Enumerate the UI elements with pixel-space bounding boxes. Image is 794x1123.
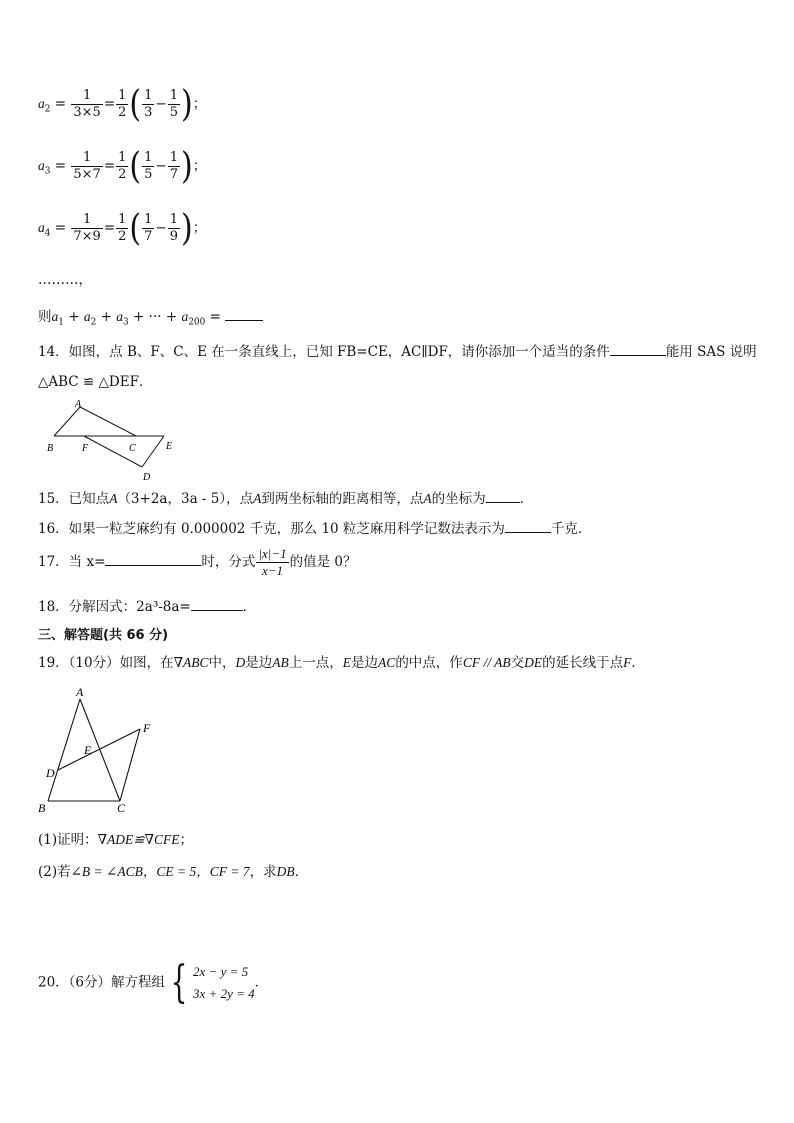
- segment-AB: [48, 699, 80, 801]
- sum-line: 则$a_1 + a_2 + a_3$ + ··· + $a_{200}$ =: [38, 306, 263, 333]
- label-D: D: [46, 766, 55, 780]
- label-A: A: [75, 399, 82, 410]
- fraction: $\frac{|x|-1}{x-1}$: [258, 546, 287, 578]
- fraction: $\frac{1}{3\times 5}$: [73, 88, 101, 120]
- label-A: A: [76, 685, 84, 699]
- q19-figure: [32, 683, 162, 819]
- segment-AB: [54, 407, 80, 436]
- label-D: D: [143, 472, 151, 483]
- segment-CF: [120, 729, 140, 801]
- q17-line: 17．当 x= 时，分式 $\frac{|x|-1}{x-1}$ 的值是 0？: [38, 546, 357, 578]
- segment-AC: [80, 407, 136, 436]
- answer-blank[interactable]: [105, 551, 201, 566]
- answer-blank[interactable]: [486, 488, 520, 503]
- q16-line: 16．如果一粒芝麻约有 0.000002 千克，那么 10 粒芝麻用科学记数法表示为 千克．: [38, 518, 591, 539]
- answer-blank[interactable]: [225, 306, 263, 321]
- label-F: F: [143, 721, 151, 735]
- equation-system: 2x − y = 5 3x + 2y = 4: [193, 963, 255, 1001]
- answer-blank[interactable]: [191, 596, 243, 611]
- label-F: F: [82, 443, 89, 454]
- seq-line-a2: $a_2$ = $\frac{1}{3\times 5}$ = $\frac{1}{2}$ ( $\frac{1}{3}$ − $\frac{1}{5}$ )；: [38, 82, 207, 125]
- answer-blank[interactable]: [610, 341, 666, 356]
- seq-line-a4: $a_4$ = $\frac{1}{7\times 9}$ = $\frac{1}{2}$ ( $\frac{1}{7}$ − $\frac{1}{9}$ )；: [38, 206, 207, 249]
- brace: {: [170, 956, 188, 1008]
- seq-line-a3: $a_3$ = $\frac{1}{5\times 7}$ = $\frac{1}{2}$ ( $\frac{1}{5}$ − $\frac{1}{7}$ )；: [38, 144, 207, 187]
- q14-line1: 14．如图，点 B、F、C、E 在一条直线上，已知 FB=CE，AC∥DF，请你添加一个适当的条件 能用 SAS 说明: [38, 341, 757, 362]
- q14-figure: [44, 398, 184, 484]
- label-E: E: [166, 441, 173, 452]
- ellipsis-line: ………，: [38, 272, 92, 288]
- q20-line: 20．（6分）解方程组 { 2x − y = 5 3x + 2y = 4 ．: [38, 956, 269, 1008]
- section-heading: 三、解答题(共 66 分): [38, 628, 169, 643]
- q15-line: 15．已知点A（3+2a，3a - 5），点A到两坐标轴的距离相等，点A的坐标为 ．: [38, 488, 533, 509]
- answer-blank[interactable]: [505, 518, 551, 533]
- segment-DE: [142, 436, 164, 467]
- segment-DF: [58, 729, 140, 770]
- label-C: C: [129, 443, 136, 454]
- q19-part2: (2)若∠B = ∠ACB，CE = 5，CF = 7，求DB．: [38, 864, 309, 880]
- label-E: E: [84, 743, 92, 757]
- q14-line2: △ABC ≌ △DEF．: [38, 374, 153, 390]
- q18-line: 18．分解因式：2a³-8a= ．: [38, 596, 256, 617]
- label-C: C: [117, 801, 126, 815]
- label-B: B: [47, 443, 54, 454]
- q19-part1: (1)证明：∇ADE≌∇CFE；: [38, 832, 194, 848]
- q19-line1: 19．（10分）如图，在∇ABC中，D是边AB上一点，E是边AC的中点，作CF // AB交DE的延长线于点F．: [38, 655, 645, 671]
- label-B: B: [38, 801, 46, 815]
